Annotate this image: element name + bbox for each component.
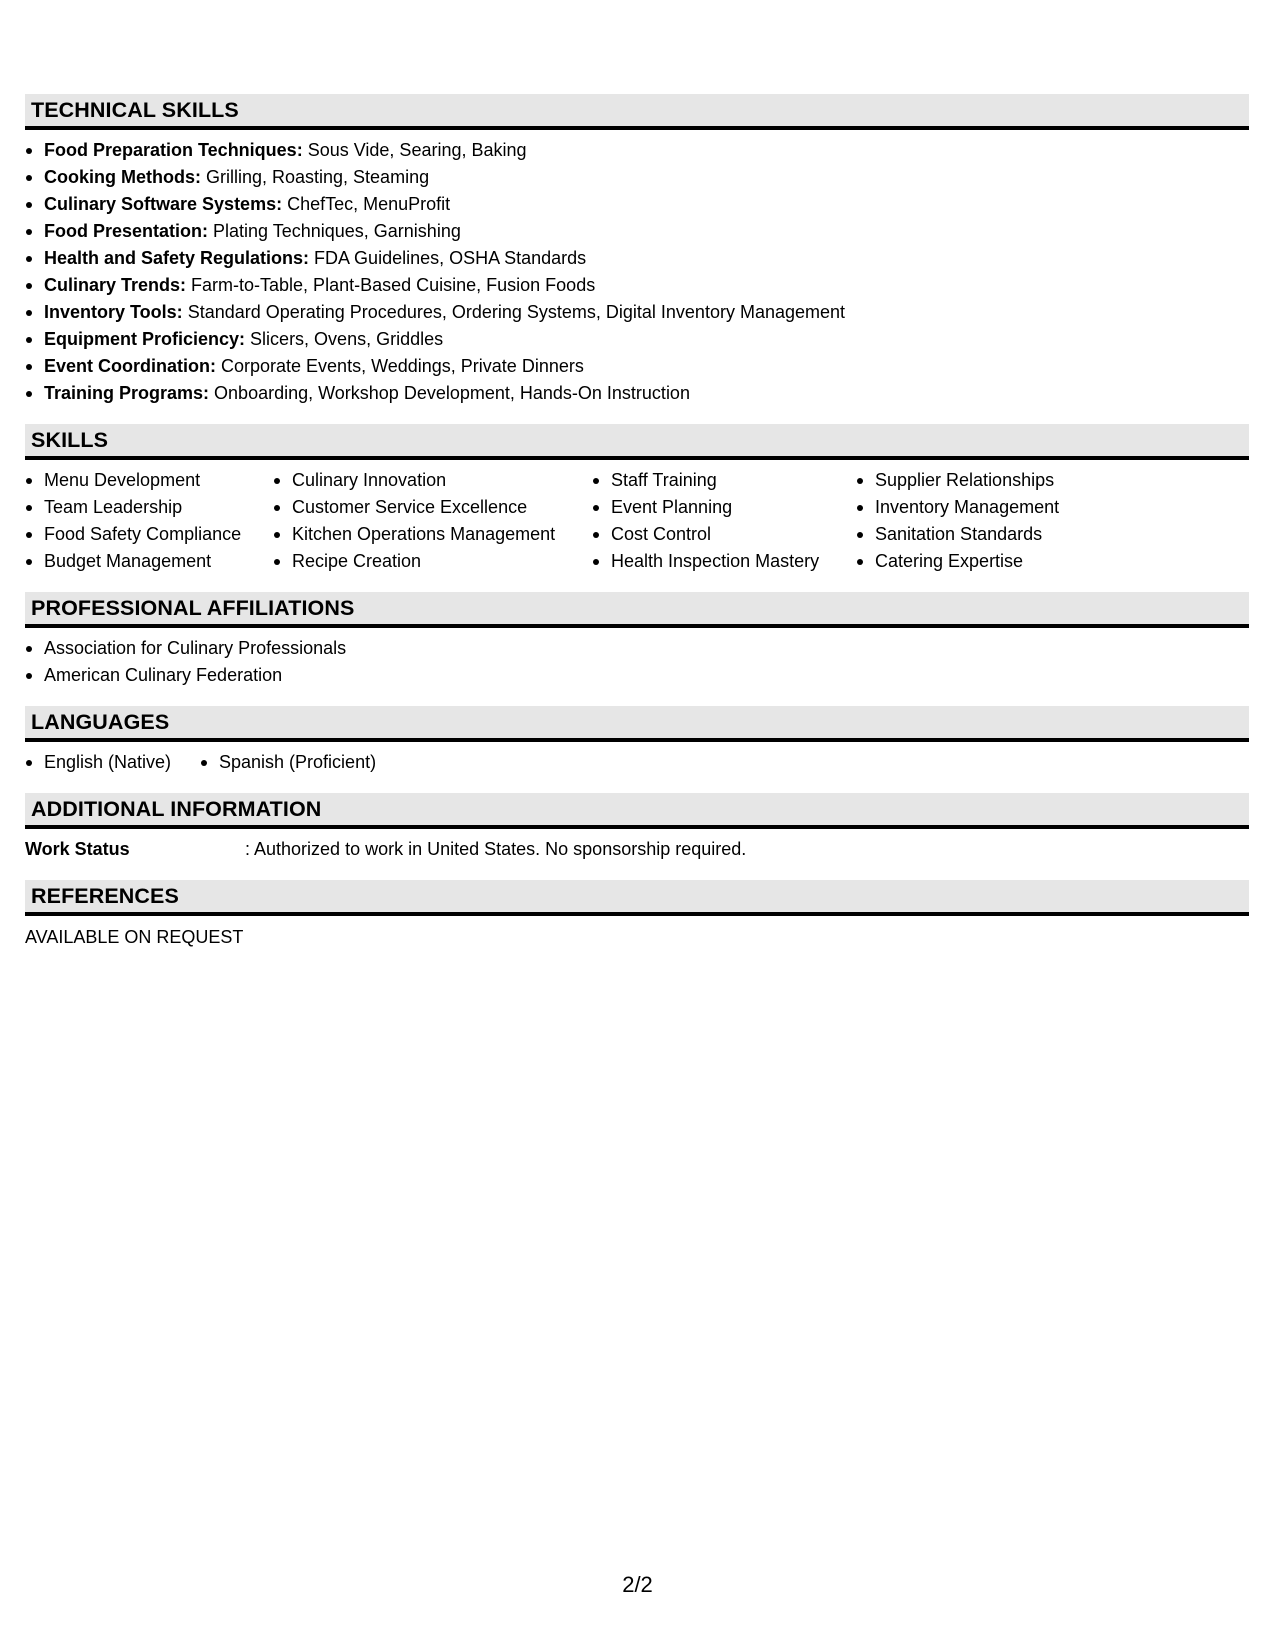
list-item: Equipment Proficiency: Slicers, Ovens, Griddles	[25, 326, 1249, 353]
list-item: Staff Training	[592, 467, 856, 494]
skills-column	[273, 467, 592, 575]
technical-skills-section	[25, 94, 1249, 407]
references-text: AVAILABLE ON REQUEST	[25, 927, 244, 947]
section-header-additional-info: ADDITIONAL INFORMATION	[25, 793, 1249, 829]
list-item: Menu Development	[25, 467, 273, 494]
technical-skills-list	[25, 137, 1249, 407]
skills-section	[25, 424, 1249, 575]
list-item: Catering Expertise	[856, 548, 1156, 575]
languages-list	[25, 749, 200, 776]
list-item: Health and Safety Regulations: FDA Guidelines, OSHA Standards	[25, 245, 1249, 272]
skills-column	[856, 467, 1156, 575]
list-item: Culinary Trends: Farm-to-Table, Plant-Based Cuisine, Fusion Foods	[25, 272, 1249, 299]
list-item: Inventory Tools: Standard Operating Procedures, Ordering Systems, Digital Inventory Management	[25, 299, 1249, 326]
skills-column	[25, 467, 273, 575]
section-header-skills: SKILLS	[25, 424, 1249, 460]
skills-column	[592, 467, 856, 575]
list-item: Culinary Innovation	[273, 467, 592, 494]
work-status-value: : Authorized to work in United States. No sponsorship required.	[245, 839, 747, 859]
list-item: Food Presentation: Plating Techniques, Garnishing	[25, 218, 1249, 245]
list-item: Health Inspection Mastery	[592, 548, 856, 575]
list-item: Cooking Methods: Grilling, Roasting, Steaming	[25, 164, 1249, 191]
additional-info-section	[25, 793, 1249, 863]
list-item: Training Programs: Onboarding, Workshop Development, Hands-On Instruction	[25, 380, 1249, 407]
affiliations-section	[25, 592, 1249, 689]
list-item: American Culinary Federation	[25, 662, 1249, 689]
list-item: Event Planning	[592, 494, 856, 521]
list-item: Customer Service Excellence	[273, 494, 592, 521]
list-item: Sanitation Standards	[856, 521, 1156, 548]
list-item: Inventory Management	[856, 494, 1156, 521]
list-item: Association for Culinary Professionals	[25, 635, 1249, 662]
references-section	[25, 880, 1249, 951]
list-item: Cost Control	[592, 521, 856, 548]
list-item: Culinary Software Systems: ChefTec, MenuProfit	[25, 191, 1249, 218]
languages-list	[200, 749, 376, 776]
section-header-languages: LANGUAGES	[25, 706, 1249, 742]
page-number: 2/2	[622, 1572, 653, 1597]
list-item: English (Native)	[25, 749, 200, 776]
list-item: Supplier Relationships	[856, 467, 1156, 494]
section-header-technical-skills: TECHNICAL SKILLS	[25, 94, 1249, 130]
work-status-label: Work Status	[25, 839, 130, 859]
list-item: Recipe Creation	[273, 548, 592, 575]
list-item: Kitchen Operations Management	[273, 521, 592, 548]
list-item: Food Preparation Techniques: Sous Vide, Searing, Baking	[25, 137, 1249, 164]
work-status-row	[25, 829, 1249, 863]
list-item: Budget Management	[25, 548, 273, 575]
section-header-references: REFERENCES	[25, 880, 1249, 916]
list-item: Food Safety Compliance	[25, 521, 273, 548]
languages-section	[25, 706, 1249, 776]
affiliations-list	[25, 635, 1249, 689]
list-item: Event Coordination: Corporate Events, Weddings, Private Dinners	[25, 353, 1249, 380]
section-header-affiliations: PROFESSIONAL AFFILIATIONS	[25, 592, 1249, 628]
list-item: Team Leadership	[25, 494, 273, 521]
skills-grid	[25, 460, 1249, 575]
list-item: Spanish (Proficient)	[200, 749, 376, 776]
resume-page	[25, 94, 1249, 968]
